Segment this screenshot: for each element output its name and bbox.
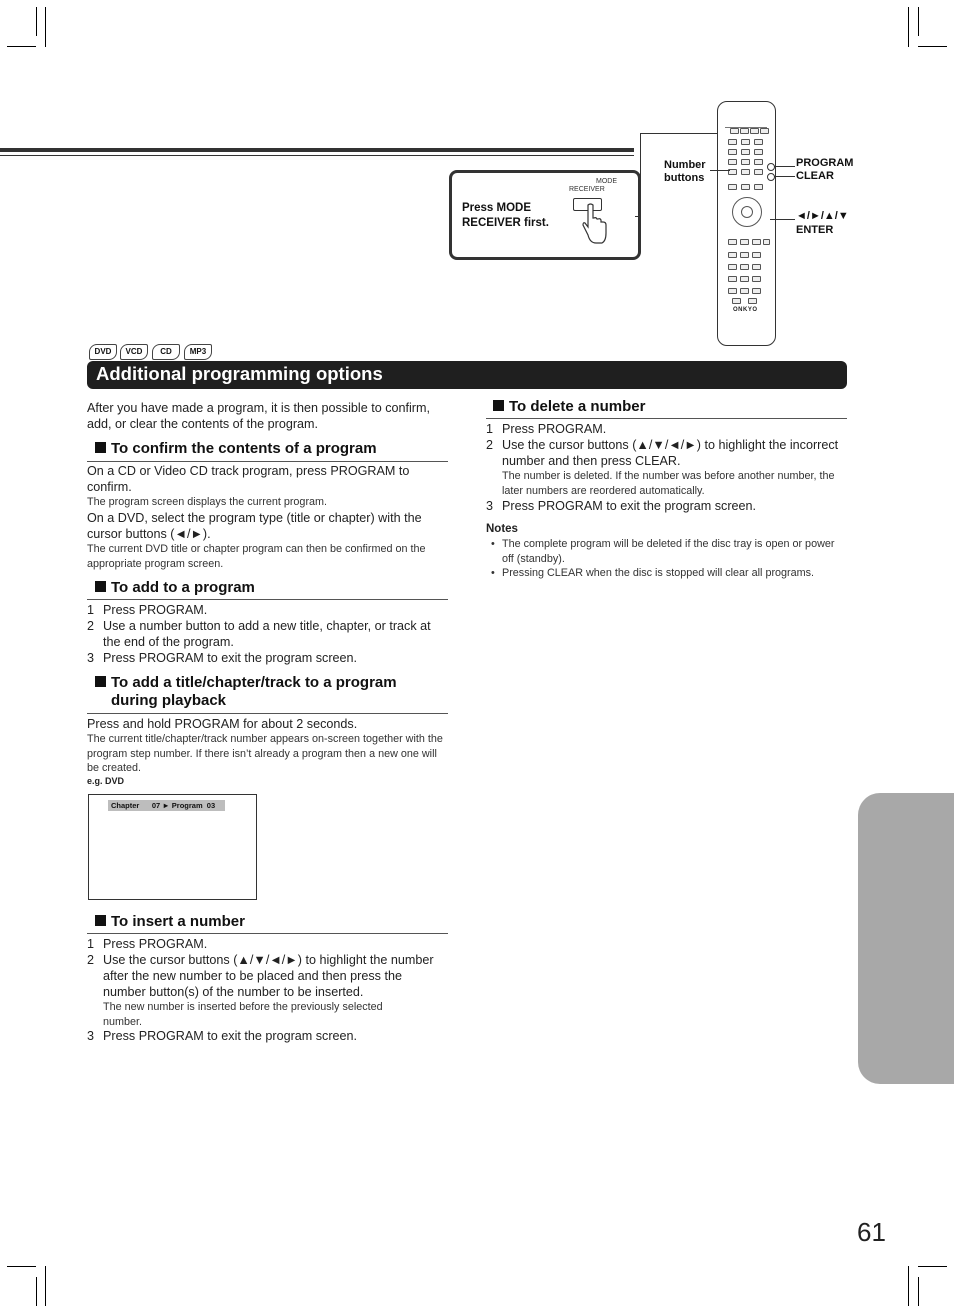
remote-button <box>728 239 737 245</box>
disc-badge-cd: CD <box>152 344 180 360</box>
callout-connector <box>640 133 641 216</box>
square-bullet-icon <box>95 676 106 687</box>
square-bullet-icon <box>493 400 504 411</box>
remote-button <box>754 169 763 175</box>
program-clear-label: PROGRAM CLEAR <box>796 157 854 182</box>
remote-button <box>728 264 737 270</box>
example-label: e.g. DVD <box>87 776 125 786</box>
confirm-text-1: On a CD or Video CD track program, press PROGRAM to confirm. <box>87 464 410 494</box>
remote-button <box>754 149 763 155</box>
confirm-note-1: The program screen displays the current program. <box>87 496 328 508</box>
step-number: 3 <box>87 1029 95 1043</box>
step-number: 3 <box>486 499 494 513</box>
crop-mark <box>918 7 919 36</box>
remote-button <box>763 239 770 245</box>
disc-badge-dvd: DVD <box>89 344 117 360</box>
step-text: Use a number button to add a new title, chapter, or track at the end of the program. <box>103 619 431 649</box>
remote-button <box>728 276 737 282</box>
remote-button <box>740 252 749 258</box>
remote-button <box>752 288 761 294</box>
osd-chapter-program: Chapter 07 ► Program 03 <box>108 800 225 811</box>
remote-button <box>754 184 763 190</box>
step-text: Press PROGRAM to exit the program screen. <box>103 1029 358 1043</box>
remote-button <box>740 288 749 294</box>
remote-button <box>740 264 749 270</box>
section-rule <box>87 713 448 714</box>
step-number: 1 <box>486 422 494 436</box>
page-title: Additional programming options <box>96 363 383 384</box>
crop-mark <box>908 7 909 47</box>
insert-heading: To insert a number <box>95 913 245 930</box>
step-text: Press PROGRAM to exit the program screen. <box>502 499 757 513</box>
remote-button <box>752 239 761 245</box>
confirm-heading: To confirm the contents of a program <box>95 440 377 457</box>
step-number: 2 <box>87 619 95 633</box>
crop-mark <box>45 1266 46 1306</box>
insert-note: The new number is inserted before the previously selected number. <box>103 1001 383 1028</box>
note-bullet: • <box>491 538 495 550</box>
remote-button <box>760 128 769 134</box>
header-rule <box>0 148 634 152</box>
section-rule <box>486 418 847 419</box>
remote-button <box>748 298 757 304</box>
cursor-arrows-label: ◄/►/▲/▼ <box>796 210 849 222</box>
square-bullet-icon <box>95 915 106 926</box>
add-playback-heading: To add a title/chapter/track to a program <box>95 674 397 692</box>
crop-mark <box>918 1277 919 1306</box>
crop-mark <box>45 7 46 47</box>
page-title-bar <box>87 361 847 389</box>
disc-badge-vcd: VCD <box>120 344 148 360</box>
remote-button <box>728 159 737 165</box>
remote-button <box>728 252 737 258</box>
remote-button <box>741 184 750 190</box>
crop-mark <box>36 1277 37 1306</box>
remote-button <box>740 128 749 134</box>
crop-mark <box>36 7 37 36</box>
step-number: 1 <box>87 603 95 617</box>
square-bullet-icon <box>95 581 106 592</box>
confirm-text-2: On a DVD, select the program type (title or chapter) with the cursor buttons (◄/►). <box>87 511 422 541</box>
step-number: 3 <box>87 651 95 665</box>
section-rule <box>87 933 448 934</box>
step-text: Press PROGRAM. <box>103 603 208 617</box>
delete-note: The number is deleted. If the number was before another number, the later numbers are reordered automatically. <box>502 470 835 497</box>
enter-button-icon <box>741 206 753 218</box>
remote-button <box>728 149 737 155</box>
remote-button <box>752 252 761 258</box>
step-number: 2 <box>486 438 494 452</box>
square-bullet-icon <box>95 442 106 453</box>
crop-mark <box>7 46 36 47</box>
confirm-note-2: The current DVD title or chapter program can then be confirmed on the appropriate program screen. <box>87 543 426 570</box>
step-number: 1 <box>87 937 95 951</box>
header-rule-thin <box>0 155 634 156</box>
note-bullet: • <box>491 567 495 579</box>
pointer-dot <box>767 173 775 181</box>
section-rule <box>87 599 448 600</box>
callout-text: Press MODE RECEIVER first. <box>462 202 549 229</box>
hand-press-icon <box>582 203 608 245</box>
delete-heading: To delete a number <box>493 398 645 415</box>
crop-mark <box>908 1266 909 1306</box>
remote-button <box>741 139 750 145</box>
receiver-label: RECEIVER <box>569 186 605 193</box>
remote-button <box>750 128 759 134</box>
add-playback-heading-line2: during playback <box>111 692 227 709</box>
remote-button <box>740 239 749 245</box>
step-text: Press PROGRAM. <box>103 937 208 951</box>
mode-label: MODE <box>596 178 617 185</box>
remote-button <box>754 159 763 165</box>
crop-mark <box>7 1266 36 1267</box>
pointer-dot <box>767 163 775 171</box>
brand-logo: ONKYO <box>733 307 758 313</box>
intro-text: After you have made a program, it is then possible to confirm, add, or clear the contents of the program. <box>87 401 430 431</box>
note-item: Pressing CLEAR when the disc is stopped will clear all programs. <box>502 567 815 579</box>
step-number: 2 <box>87 953 95 967</box>
enter-label: ENTER <box>796 224 834 236</box>
notes-heading: Notes <box>486 523 518 535</box>
number-buttons-label: Number buttons <box>664 159 706 184</box>
remote-button <box>732 298 741 304</box>
remote-button <box>754 139 763 145</box>
callout-connector <box>635 216 641 217</box>
disc-badge-mp3: MP3 <box>184 344 212 360</box>
note-item: The complete program will be deleted if the disc tray is open or power off (standby). <box>502 538 835 565</box>
remote-button <box>728 184 737 190</box>
on-screen-display-example <box>88 794 257 900</box>
remote-button <box>752 276 761 282</box>
remote-button <box>752 264 761 270</box>
crop-mark <box>918 46 947 47</box>
crop-mark <box>918 1266 947 1267</box>
remote-button <box>741 169 750 175</box>
step-text: Press PROGRAM. <box>502 422 607 436</box>
remote-button <box>740 276 749 282</box>
remote-button <box>728 288 737 294</box>
section-rule <box>87 461 448 462</box>
pointer-line <box>770 219 795 220</box>
step-text: Use the cursor buttons (▲/▼/◄/►) to highlight the number after the new number to be placed and then press the number button(s) of the number to be inserted. <box>103 953 434 999</box>
add-playback-note: The current title/chapter/track number appears on-screen together with the program step number. If there isn’t already a program then a new one will be created. <box>87 733 443 775</box>
remote-button <box>741 159 750 165</box>
add-heading: To add to a program <box>95 579 255 596</box>
remote-button <box>728 139 737 145</box>
step-text: Use the cursor buttons (▲/▼/◄/►) to highlight the incorrect number and then press CLEAR. <box>502 438 839 468</box>
add-playback-text: Press and hold PROGRAM for about 2 seconds. <box>87 717 358 731</box>
remote-button <box>730 128 739 134</box>
mode-receiver-callout <box>449 170 641 260</box>
step-text: Press PROGRAM to exit the program screen. <box>103 651 358 665</box>
remote-button <box>741 149 750 155</box>
remote-control-illustration <box>717 101 776 346</box>
side-chapter-tab <box>858 793 954 1084</box>
page-number: 61 <box>857 1217 886 1247</box>
